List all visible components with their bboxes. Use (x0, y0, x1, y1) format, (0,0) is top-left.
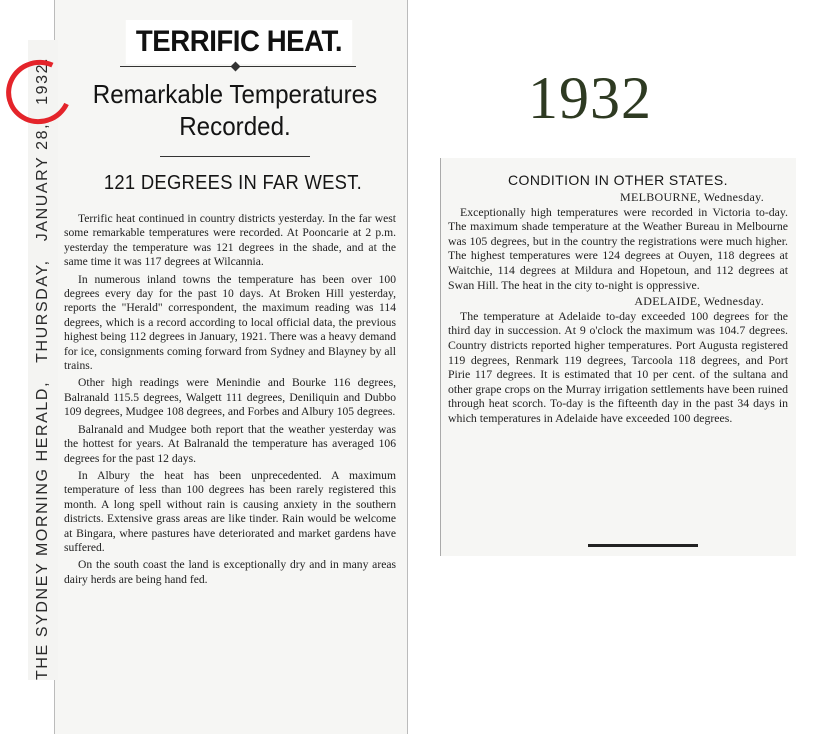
section-title: CONDITION IN OTHER STATES. (508, 172, 728, 188)
divider-rule (160, 156, 310, 157)
masthead-paper-name: THE SYDNEY MORNING HERALD, (34, 380, 51, 680)
melbourne-dateline: MELBOURNE, Wednesday. (620, 190, 764, 204)
article-paragraph: Other high readings were Menindie and Bourke 116 degrees, Balranald 115.5 degrees, Walgett 111 degrees, Deniliquin and Dubbo 109 degrees, Mudgee 108 degrees, and Forbes and Albury 105 degrees. (64, 376, 396, 419)
masthead-year: 1932. (34, 56, 51, 105)
subheadline (82, 78, 389, 142)
left-article-body (64, 212, 396, 590)
masthead-date: JANUARY 28, (34, 122, 51, 242)
vertical-masthead (34, 40, 52, 680)
article-paragraph: On the south coast the land is exceptionally dry and in many areas dairy herds are being hand fed. (64, 558, 396, 586)
end-rule (588, 544, 698, 547)
subheadline-line-2: Recorded. (179, 111, 291, 141)
adelaide-dateline: ADELAIDE, Wednesday. (634, 294, 764, 309)
subheadline-line-1: Remarkable Temperatures (92, 79, 378, 109)
article-paragraph: In numerous inland towns the temperature has been over 100 degrees every day for the past 10 days. At Broken Hill yesterday, reports the "Herald" correspondent, the maximum reading was 114 degrees, which is a record according to local official data, the previous highest being 112 degrees in January, 1921. There was a heavy demand for ice, consignments coming forward from Sydney and Blayney by all trains. (64, 272, 396, 373)
right-article-body (448, 190, 788, 428)
masthead-day: THURSDAY, (34, 259, 51, 363)
year-label: 1932 (528, 65, 652, 131)
article-paragraph: In Albury the heat has been unprecedented. A maximum temperature of less than 100 degrees has been rarely registered this month. A long spell without rain is causing anxiety in the southern districts. Extensive grass areas are like tinder. Rain would be welcome at Bingara, where pastures have deteriorated and market gardens have suffered. (64, 468, 396, 554)
article-paragraph: Terrific heat continued in country districts yesterday. In the far west some remarkable temperatures were recorded. At Pooncarie at 2 p.m. yesterday the temperature was 121 degrees in the shade, and at the same time it was 117 degrees at Wilcannia. (64, 212, 396, 269)
melbourne-paragraph: Exceptionally high temperatures were recorded in Victoria to-day. The maximum shade temperature at the Weather Bureau in Melbourne was 105 degrees, but in the country the registrations were much higher. The highest temperatures were 124 degrees at Ouyen, 118 degrees at Waitchie, 114 degrees at Mildura and Hopetoun, and 112 degrees at Swan Hill. The heat in the city to-night is oppressive. (448, 204, 788, 292)
headline-terrific-heat: TERRIFIC HEAT. (126, 20, 352, 64)
deck-headline: 121 DEGREES IN FAR WEST. (103, 172, 363, 194)
adelaide-paragraph: The temperature at Adelaide to-day exceeded 100 degrees for the third day in succession. At 9 o'clock the maximum was 104.7 degrees. Country districts reported higher temperatures. Port Augusta registered 119 degrees, Renmark 119 degrees, Tarcoola 118 degrees, and Port Pirie 117 degrees. It is estimated that 10 per cent. of the sultana and other grape crops on the Murray irrigation settlements have been ruined through heat scorch. To-day is the fifteenth day in the past 34 days in which temperatures in Adelaide have exceeded 100 degrees. (448, 308, 788, 425)
ornamental-rule (120, 64, 356, 70)
article-paragraph: Balranald and Mudgee both report that the weather yesterday was the hottest for years. At Balranald the temperature has averaged 106 degrees for the past 12 days. (64, 422, 396, 465)
